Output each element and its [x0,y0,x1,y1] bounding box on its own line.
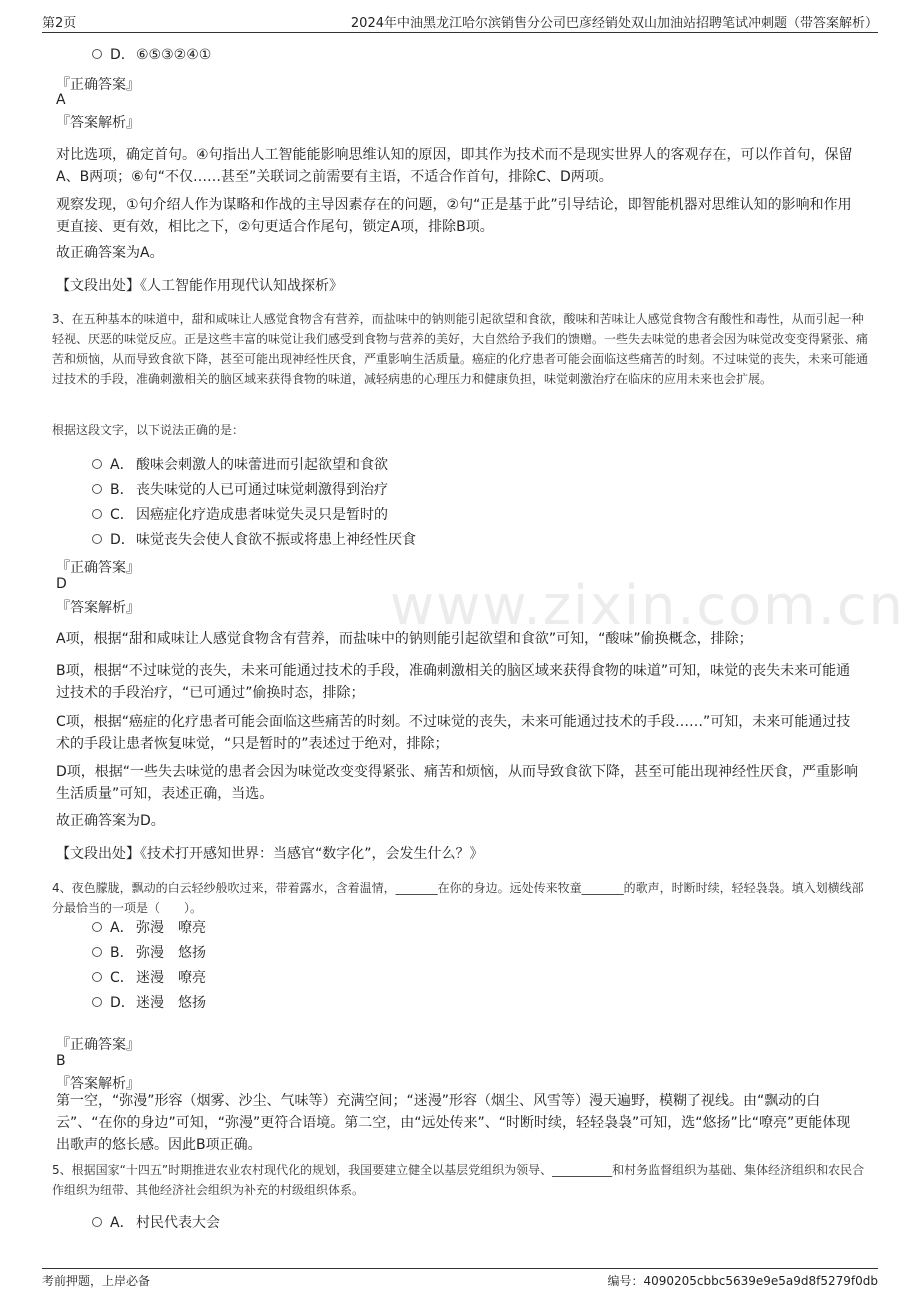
source-citation: 【文段出处】《人工智能作用现代认知战探析》 [56,278,343,294]
q3-option-c[interactable]: C． 因癌症化疗造成患者味觉失灵只是暂时的 [92,505,388,525]
radio-icon[interactable] [92,509,102,519]
q3-option-d[interactable]: D．味觉丧失会使人食欲不振或将患上神经性厌食 [92,530,416,550]
answer-value: D [56,576,67,592]
q4-option-c[interactable]: C． 迷漫 嘹亮 [92,968,206,988]
footer-slogan: 考前押题，上岸必备 [42,1274,151,1288]
analysis-paragraph: 第一空，“弥漫”形容（烟雾、沙尘、气味等）充满空间；“迷漫”形容（烟尘、风雪等）漫天遍野，模糊了视线。由“飘动的白云”、“在你的身边”可知，“弥漫”更符合语境。第二空，由“远处传来”、“时断时续，轻轻袅袅”可知，选“悠扬”比“嘹亮”更能体现出歌声的悠长感。因此B项正确。 [56,1093,851,1153]
analysis-label: 『答案解析』 [56,600,140,616]
radio-icon[interactable] [92,1217,102,1227]
answer-label: 『正确答案』 [56,560,140,576]
radio-icon[interactable] [92,972,102,982]
analysis-paragraph: 对比选项，确定首句。④句指出人工智能能影响思维认知的原因，即其作为技术而不是现实世界人的客观存在，可以作首句，保留A、B两项；⑥句“不仅……甚至”关联词之前需要有主语，不适合作首句，排除C、D两项。 [56,147,853,185]
q3-option-b[interactable]: B． 丧失味觉的人已可通过味觉刺激得到治疗 [92,480,388,500]
question-stem: 4、夜色朦胧，飘动的白云轻纱般吹过来，带着露水，含着温情，_______在你的身边。远处传来牧童_______的歌声，时断时续，轻轻袅袅。填入划横线部分最恰当的一项是（ ）。 [52,881,864,915]
question-stem: 5、根据国家“十四五”时期推进农业农村现代化的规划，我国要建立健全以基层党组织为领导、__________和村务监督组织为基础、集体经济组织和农民合作组织为纽带、其他经济社会组织为补充的村级组织体系。 [52,1163,865,1197]
analysis-paragraph: D项，根据“一些失去味觉的患者会因为味觉改变变得紧张、痛苦和烦恼，从而导致食欲下降，甚至可能出现神经性厌食，严重影响生活质量”可知，表述正确，当选。 [56,764,859,802]
document-title: 2024年中油黑龙江哈尔滨销售分公司巴彦经销处双山加油站招聘笔试冲刺题（带答案解析） [350,16,878,31]
radio-icon[interactable] [92,997,102,1007]
answer-label: 『正确答案』 [56,77,140,93]
radio-icon[interactable] [92,947,102,957]
watermark: www.zixin.com.cn [390,574,905,637]
analysis-paragraph: C项，根据“癌症的化疗患者可能会面临这些痛苦的时刻。不过味觉的丧失，未来可能通过技术的手段……”可知，未来可能通过技术的手段让患者恢复味觉，“只是暂时的”表述过于绝对，排除； [56,714,851,752]
analysis-conclusion: 故正确答案为D。 [56,813,165,829]
q4-option-b[interactable]: B． 弥漫 悠扬 [92,943,206,963]
page-footer [42,1268,878,1292]
q2-option-d[interactable]: D．⑥⑤③②④① [92,45,211,65]
document-id: 编号：4090205cbbc5639e9e5a9d8f5279f0db [607,1274,878,1288]
source-citation: 【文段出处】《技术打开感知世界：当感官“数字化”，会发生什么？》 [56,846,484,862]
answer-value: A [56,92,66,108]
q4-option-a[interactable]: A． 弥漫 嘹亮 [92,918,206,938]
radio-icon[interactable] [92,534,102,544]
q4-option-d[interactable]: D．迷漫 悠扬 [92,993,206,1013]
radio-icon[interactable] [92,922,102,932]
analysis-paragraph: A项，根据“甜和咸味让人感觉食物含有营养，而盐味中的钠则能引起欲望和食欲”可知，“酸味”偷换概念，排除； [56,631,753,647]
q5-option-a[interactable]: A． 村民代表大会 [92,1213,220,1233]
page-number: 第2页 [42,16,77,31]
analysis-conclusion: 故正确答案为A。 [56,245,164,261]
analysis-paragraph: B项，根据“不过味觉的丧失，未来可能通过技术的手段，准确刺激相关的脑区域来获得食物的味道”可知，味觉的丧失未来可能通过技术的手段治疗，“已可通过”偷换时态，排除； [56,663,851,701]
answer-label: 『正确答案』 [56,1037,140,1053]
page-header [42,12,878,33]
q3-option-a[interactable]: A． 酸味会刺激人的味蕾进而引起欲望和食欲 [92,455,388,475]
analysis-paragraph: 观察发现，①句介绍人作为谋略和作战的主导因素存在的问题，②句“正是基于此”引导结论，即智能机器对思维认知的影响和作用更直接、更有效，相比之下，②句更适合作尾句，锁定A项，排除B项。 [56,197,852,235]
radio-icon[interactable] [92,459,102,469]
answer-value: B [56,1053,66,1069]
question-stem: 3、在五种基本的味道中，甜和咸味让人感觉食物含有营养，而盐味中的钠则能引起欲望和食欲，酸味和苦味让人感觉食物含有酸性和毒性，从而引起一种轻视、厌恶的味觉反应。正是这些丰富的味觉让我们感受到食物与营养的美好，大自然给予我们的馈赠。一些失去味觉的患者会因为味觉改变变得紧张、痛苦和烦恼，从而导致食欲下降，甚至可能出现神经性厌食，严重影响生活质量。癌症的化疗患者可能会面临这些痛苦的时刻。不过味觉的丧失，未来可能通过技术的手段，准确刺激相关的脑区域来获得食物的味道，减轻病患的心理压力和健康负担，味觉刺激治疗在临床的应用未来也会扩展。 [52,312,869,386]
analysis-label: 『答案解析』 [56,115,140,131]
radio-icon[interactable] [92,49,102,59]
radio-icon[interactable] [92,484,102,494]
analysis-label: 『答案解析』 [56,1076,140,1092]
question-prompt: 根据这段文字，以下说法正确的是： [52,423,245,437]
